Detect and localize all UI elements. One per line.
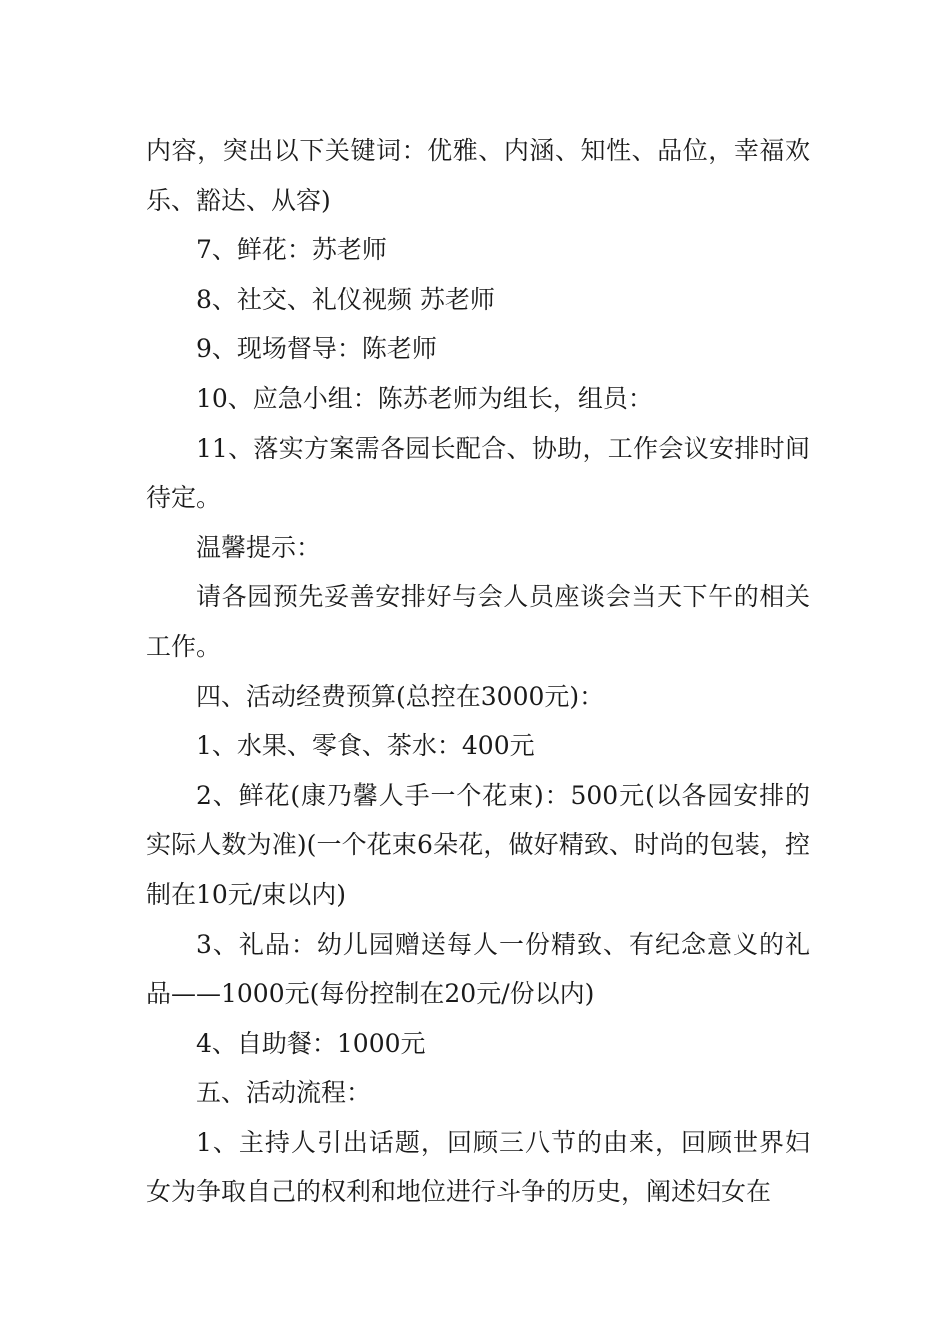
paragraph-budget-refreshments: 1、水果、零食、茶水：400元 <box>196 731 535 761</box>
paragraph-onsite-supervisor: 9、现场督导：陈老师 <box>196 334 437 364</box>
paragraph-budget-flowers: 2、鲜花(康乃馨人手一个花束)：500元(以各园安排的实际人数为准)(一个花束6朵花，做好精致、时尚的包装，控制在10元/束以内) <box>146 780 810 909</box>
paragraph-emergency-team: 10、应急小组：陈苏老师为组长，组员： <box>196 383 653 413</box>
paragraph-reminder-heading: 温馨提示： <box>196 532 322 562</box>
document-body <box>146 126 810 1217</box>
paragraph-implementation: 11、落实方案需各园长配合、协助，工作会议安排时间待定。 <box>146 433 810 513</box>
paragraph-reminder-body: 请各园预先妥善安排好与会人员座谈会当天下午的相关工作。 <box>146 582 810 661</box>
section-heading-process: 五、活动流程： <box>196 1078 372 1108</box>
paragraph-budget-gifts: 3、礼品：幼儿园赠送每人一份精致、有纪念意义的礼品——1000元(每份控制在20元/份以内) <box>146 929 810 1009</box>
paragraph-etiquette-video: 8、社交、礼仪视频 苏老师 <box>196 284 495 314</box>
paragraph-process-host: 1、主持人引出话题，回顾三八节的由来，回顾世界妇女为争取自己的权利和地位进行斗争的历史，阐述妇女在 <box>146 1127 810 1207</box>
paragraph-keywords-continuation: 内容，突出以下关键词：优雅、内涵、知性、品位，幸福欢乐、豁达、从容) <box>146 136 810 215</box>
paragraph-flowers-assignee: 7、鲜花：苏老师 <box>196 235 387 265</box>
paragraph-budget-buffet: 4、自助餐：1000元 <box>196 1028 426 1058</box>
section-heading-budget: 四、活动经费预算(总控在3000元)： <box>196 681 605 711</box>
